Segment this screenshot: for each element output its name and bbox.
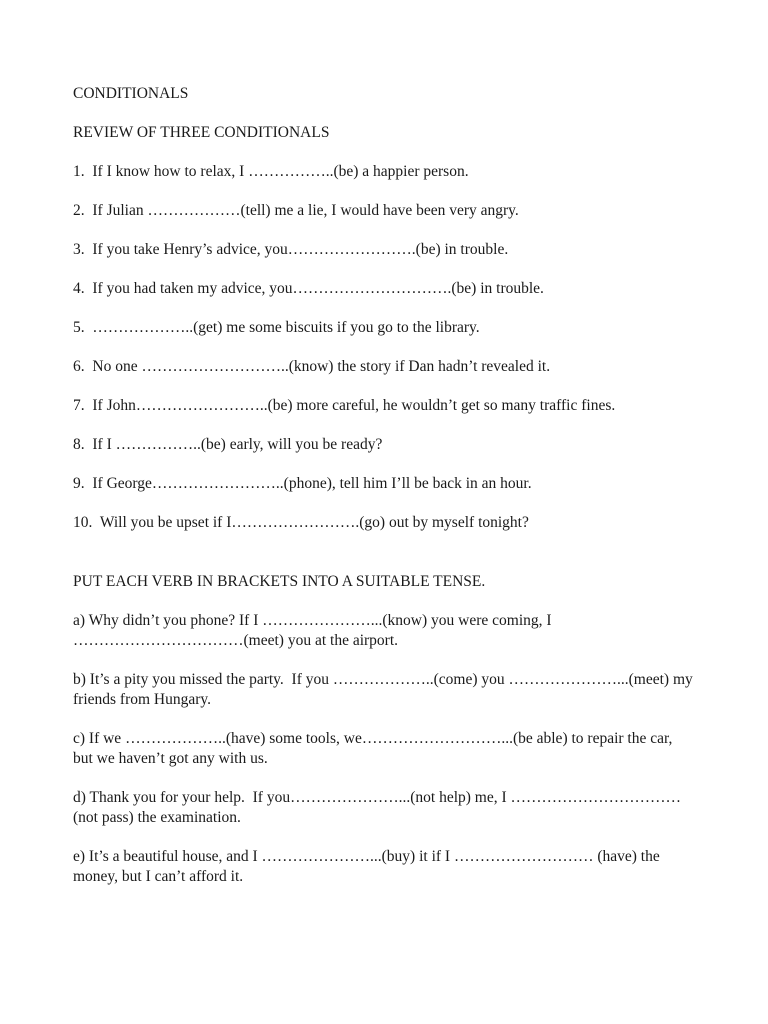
exercise-item-3: 3. If you take Henry’s advice, you…………………….(be) in trouble. bbox=[73, 241, 509, 258]
exercise-item-5: 5. ………………..(get) me some biscuits if you go to the library. bbox=[73, 319, 480, 336]
exercise-item-9: 9. If George……………………..(phone), tell him I’ll be back in an hour. bbox=[73, 475, 532, 492]
section-heading-tense: PUT EACH VERB IN BRACKETS INTO A SUITABLE TENSE. bbox=[73, 573, 486, 590]
worksheet-title: CONDITIONALS bbox=[73, 85, 189, 102]
exercise-item-2: 2. If Julian ………………(tell) me a lie, I would have been very angry. bbox=[73, 202, 519, 219]
exercise-item-c: c) If we ………………..(have) some tools, we………………………...(be able) to repair the car, but we haven’t got any with us. bbox=[73, 730, 677, 767]
exercise-item-a: a) Why didn’t you phone? If I …………………...(know) you were coming, I ……………………………(meet) you at the airport. bbox=[73, 612, 556, 649]
exercise-item-10: 10. Will you be upset if I…………………….(go) out by myself tonight? bbox=[73, 514, 529, 531]
exercise-item-1: 1. If I know how to relax, I ……………..(be) a happier person. bbox=[73, 163, 469, 180]
exercise-item-4: 4. If you had taken my advice, you………………………….(be) in trouble. bbox=[73, 280, 544, 297]
section-heading-review: REVIEW OF THREE CONDITIONALS bbox=[73, 124, 330, 141]
exercise-item-e: e) It’s a beautiful house, and I …………………...(buy) it if I ……………………… (have) the money, but I can’t afford it. bbox=[73, 848, 664, 885]
exercise-item-6: 6. No one ………………………..(know) the story if Dan hadn’t revealed it. bbox=[73, 358, 551, 375]
exercise-item-7: 7. If John……………………..(be) more careful, he wouldn’t get so many traffic fines. bbox=[73, 397, 616, 414]
exercise-item-b: b) It’s a pity you missed the party. If you ………………..(come) you …………………...(meet) my friends from Hungary. bbox=[73, 671, 697, 708]
worksheet-page bbox=[73, 84, 697, 887]
exercise-item-d: d) Thank you for your help. If you…………………...(not help) me, I ……………………………(not pass) the examination. bbox=[73, 789, 682, 826]
exercise-item-8: 8. If I ……………..(be) early, will you be ready? bbox=[73, 436, 383, 453]
